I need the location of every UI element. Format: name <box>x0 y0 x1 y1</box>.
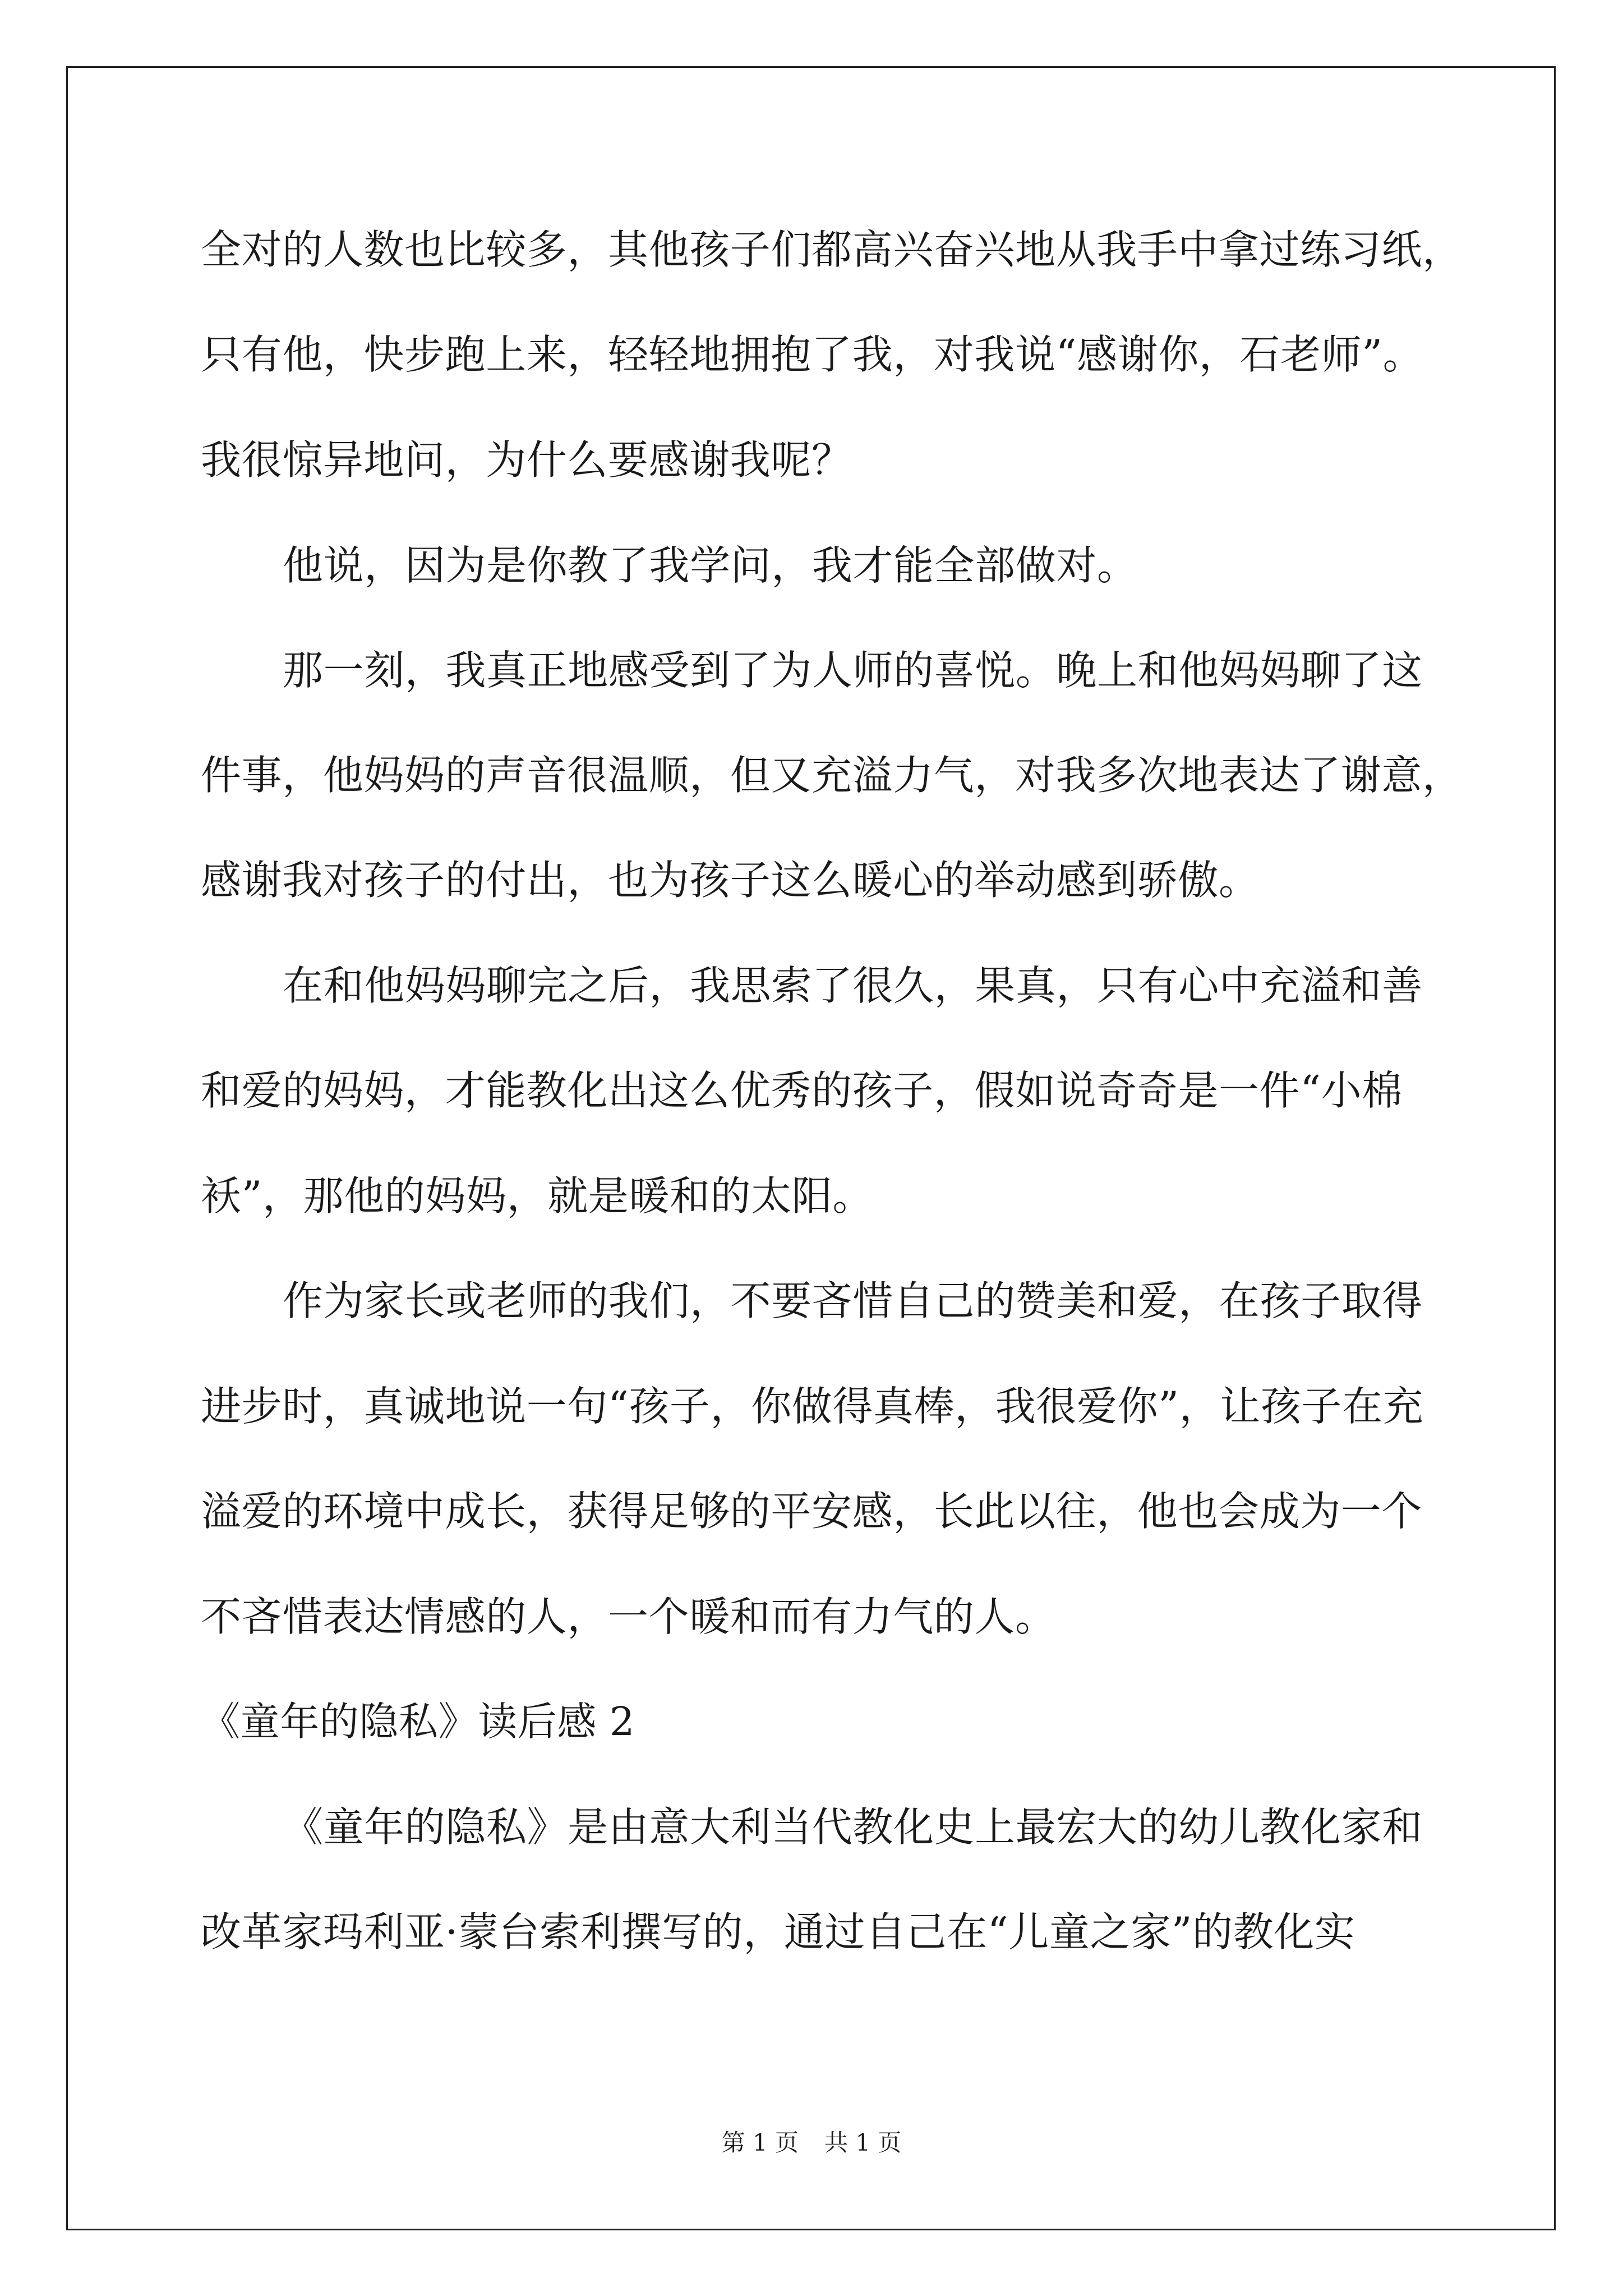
body-line: 溢爱的环境中成长，获得足够的平安感，长此以往，他也会成为一个 <box>201 1488 1423 1535</box>
page-number-total: 共 1 页 <box>824 2129 902 2156</box>
paragraph-start-line: 作为家长或老师的我们，不要吝惜自己的赞美和爱，在孩子取得 <box>283 1277 1423 1324</box>
body-line: 我很惊异地问，为什么要感谢我呢？ <box>201 436 852 484</box>
body-line: 不吝惜表达情感的人，一个暖和而有力气的人。 <box>201 1593 1056 1640</box>
paragraph-start-line: 《童年的隐私》是由意大利当代教化史上最宏大的幼儿教化家和 <box>283 1803 1423 1851</box>
body-line: 袄”，那他的妈妈，就是暖和的太阳。 <box>201 1172 874 1220</box>
page-footer <box>0 2126 1623 2160</box>
paragraph-start-line: 在和他妈妈聊完之后，我思索了很久，果真，只有心中充溢和善 <box>283 962 1423 1009</box>
paragraph-start-line: 他说，因为是你教了我学问，我才能全部做对。 <box>283 542 1138 589</box>
body-line: 改革家玛利亚·蒙台索利撰写的，通过自己在“儿童之家”的教化实 <box>201 1908 1355 1955</box>
body-line: 全对的人数也比较多，其他孩子们都高兴奋兴地从我手中拿过练习纸， <box>201 226 1463 273</box>
body-line: 只有他，快步跑上来，轻轻地拥抱了我，对我说“感谢你，石老师”。 <box>201 331 1424 378</box>
body-line: 件事，他妈妈的声音很温顺，但又充溢力气，对我多次地表达了谢意， <box>201 752 1463 799</box>
body-line: 和爱的妈妈，才能教化出这么优秀的孩子，假如说奇奇是一件“小棉 <box>201 1067 1403 1114</box>
body-line: 感谢我对孩子的付出，也为孩子这么暖心的举动感到骄傲。 <box>201 857 1260 904</box>
section-heading: 《童年的隐私》读后感 2 <box>201 1699 635 1745</box>
page-number-current: 第 1 页 <box>721 2129 799 2156</box>
body-line: 进步时，真诚地说一句“孩子，你做得真棒，我很爱你”，让孩子在充 <box>201 1383 1424 1430</box>
paragraph-start-line: 那一刻，我真正地感受到了为人师的喜悦。晚上和他妈妈聊了这 <box>283 647 1423 694</box>
